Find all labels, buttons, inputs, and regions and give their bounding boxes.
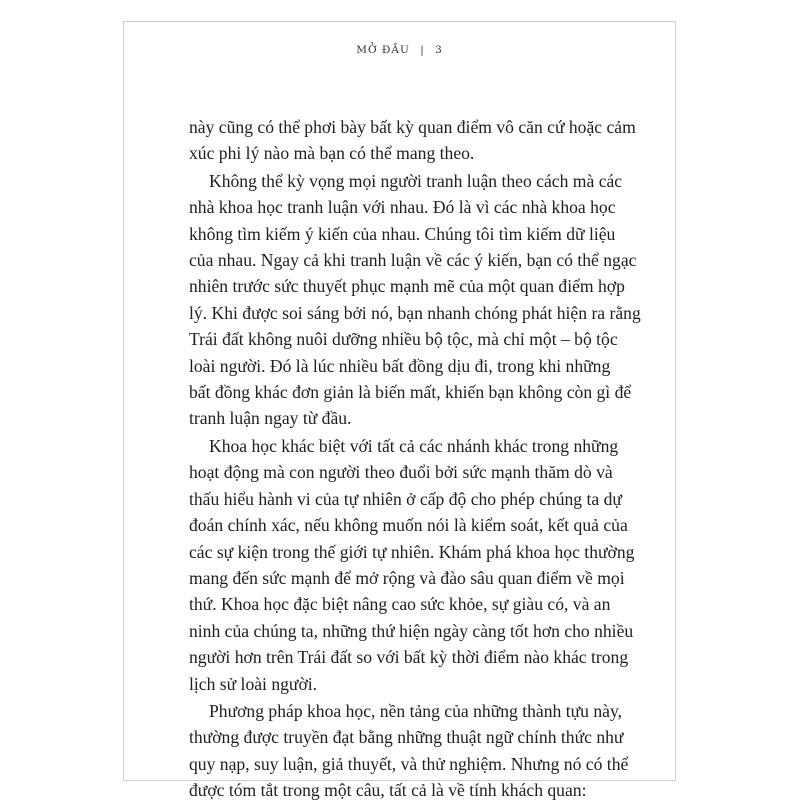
text-line: các sự kiện trong thế giới tự nhiên. Khám phá khoa học thường — [189, 541, 635, 562]
text-line: nhiên trước sức thuyết phục mạnh mẽ của một quan điểm hợp — [189, 276, 625, 297]
text-line: thường được truyền đạt bằng những thuật ngữ chính thức như — [189, 727, 624, 748]
text-line: lý. Khi được soi sáng bởi nó, bạn nhanh chóng phát hiện ra rằng — [189, 302, 641, 323]
header-separator: | — [420, 44, 425, 56]
text-line: người hơn trên Trái đất so với bất kỳ thời điểm nào khác trong — [189, 647, 629, 668]
text-line: Trái đất không nuôi dưỡng nhiều bộ tộc, mà chỉ một – bộ tộc — [189, 329, 618, 350]
text-line: thứ. Khoa học đặc biệt nâng cao sức khỏe, sự giàu có, và an — [189, 594, 611, 615]
text-line: mang đến sức mạnh để mở rộng và đào sâu quan điểm về mọi — [189, 567, 625, 588]
paragraph-3 — [189, 433, 635, 697]
text-line: nhà khoa học tranh luận với nhau. Đó là vì các nhà khoa học — [189, 197, 616, 218]
text-line: loài người. Đó là lúc nhiều bất đồng dịu đi, trong khi những — [189, 355, 611, 376]
book-page — [123, 21, 676, 801]
text-line: được tóm tắt trong một câu, tất cả là về tính khách quan: — [189, 780, 587, 801]
text-line: ninh của chúng ta, những thứ hiện ngày càng tốt hơn cho nhiều — [189, 620, 634, 641]
text-line: bất đồng khác đơn giản là biến mất, khiến bạn không còn gì để — [189, 382, 632, 403]
text-line: thấu hiểu hành vi của tự nhiên ở cấp độ cho phép chúng ta dự — [189, 488, 622, 509]
page-number: 3 — [435, 44, 443, 56]
running-header — [124, 44, 675, 56]
paragraph-2 — [189, 168, 641, 432]
text-line: không tìm kiếm ý kiến của nhau. Chúng tôi tìm kiếm dữ liệu — [189, 223, 616, 244]
text-line: này cũng có thể phơi bày bất kỳ quan điểm vô căn cứ hoặc cảm — [189, 117, 636, 137]
section-title: MỞ ĐẦU — [356, 44, 410, 56]
paragraph-4 — [189, 698, 629, 804]
text-line: Không thể kỳ vọng mọi người tranh luận theo cách mà các — [209, 170, 623, 191]
paragraph-1 — [189, 114, 636, 167]
text-line: xúc phi lý nào mà bạn có thể mang theo. — [189, 143, 475, 164]
text-line: quy nạp, suy luận, giả thuyết, và thử nghiệm. Nhưng nó có thể — [189, 753, 629, 774]
text-line: của nhau. Ngay cả khi tranh luận về các ý kiến, bạn có thể ngạc — [189, 250, 637, 271]
text-line: lịch sử loài người. — [189, 673, 318, 694]
text-line: đoán chính xác, nếu không muốn nói là kiểm soát, kết quả của — [189, 515, 628, 536]
text-line: tranh luận ngay từ đầu. — [189, 408, 352, 429]
text-line: Phương pháp khoa học, nền tảng của những thành tựu này, — [209, 700, 622, 721]
body-text — [189, 114, 641, 804]
text-line: Khoa học khác biệt với tất cả các nhánh khác trong những — [209, 435, 619, 456]
text-line: hoạt động mà con người theo đuổi bởi sức mạnh thăm dò và — [189, 462, 613, 483]
